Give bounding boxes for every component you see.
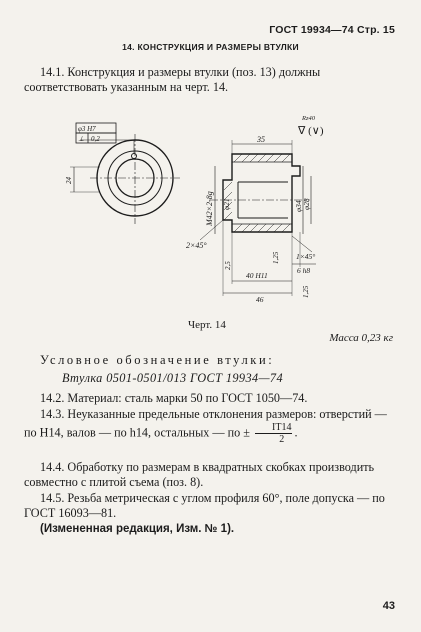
section-title: 14. КОНСТРУКЦИЯ И РАЗМЕРЫ ВТУЛКИ [122, 42, 299, 52]
tolerance-frame-2-mark: ⊥ [78, 135, 85, 143]
chamfer-left: 2×45° [186, 241, 207, 250]
paragraph-14-4: 14.4. Обработку по размерам в квадратных скобках производить совместно с плитой съема (поз. 8). [24, 460, 375, 489]
paragraph-14-3 [24, 406, 396, 445]
page-label: Стр. 15 [356, 24, 395, 36]
fraction-it14-half [255, 422, 292, 445]
front-view [70, 123, 180, 224]
dim-46: 46 [256, 295, 264, 304]
dim-40h11: 40 H11 [246, 271, 268, 280]
dim-phi34: φ34 [294, 200, 303, 212]
dim-phi28: φ28 [302, 198, 311, 210]
fraction-numerator: IT14 [255, 422, 292, 434]
paragraph-14-5: 14.5. Резьба метрическая с углом профиля 60°, поле допуска — по ГОСТ 16093—81. [24, 491, 385, 520]
fraction-denominator: 2 [279, 434, 285, 445]
dim-24: 24 [65, 177, 73, 184]
tolerance-frame-2: 0,2 [91, 135, 100, 143]
paragraph-14-2: 14.2. Материал: сталь марки 50 по ГОСТ 1050—74. [40, 391, 308, 405]
standard-number: ГОСТ 19934—74 [269, 24, 354, 36]
dim-phi21: φ21 [222, 198, 231, 210]
designation-example: Втулка 0501-0501/013 ГОСТ 19934—74 [62, 371, 284, 385]
dim-6h8: 6 h8 [297, 266, 311, 275]
figure-caption: Черт. 14 [188, 319, 226, 331]
dim-thread: М42×2-8g [205, 191, 214, 226]
roughness-symbol: ∇ (∨) [298, 125, 324, 137]
page-header [269, 24, 395, 36]
roughness-note: Rz40 [302, 115, 315, 122]
technical-drawing [60, 112, 360, 312]
dim-1-25-top: 1,25 [272, 251, 280, 264]
mass-note: Масса 0,23 кг [329, 332, 393, 344]
designation-title: Условное обозначение втулки: [40, 353, 275, 367]
dim-1-25-bottom: 1,25 [302, 285, 310, 298]
dim-35: 35 [257, 135, 265, 144]
dim-2-5: 2,5 [224, 261, 232, 270]
chamfer-right: 1×45° [296, 252, 316, 261]
paragraph-14-3-text: 14.3. Неуказанные предельные отклонения размеров: отверстий — по H14, валов — по h14, остальных — по ± [24, 407, 387, 440]
paragraph-14-3-end: . [294, 425, 298, 440]
amendment-note: (Измененная редакция, Изм. № 1). [40, 523, 235, 535]
tolerance-frame-1: φ3 H7 [78, 125, 96, 133]
page-number: 43 [382, 600, 395, 612]
paragraph-14-1: 14.1. Конструкция и размеры втулки (поз. 13) должны соответствовать указанным на черт. 14. [24, 65, 321, 94]
